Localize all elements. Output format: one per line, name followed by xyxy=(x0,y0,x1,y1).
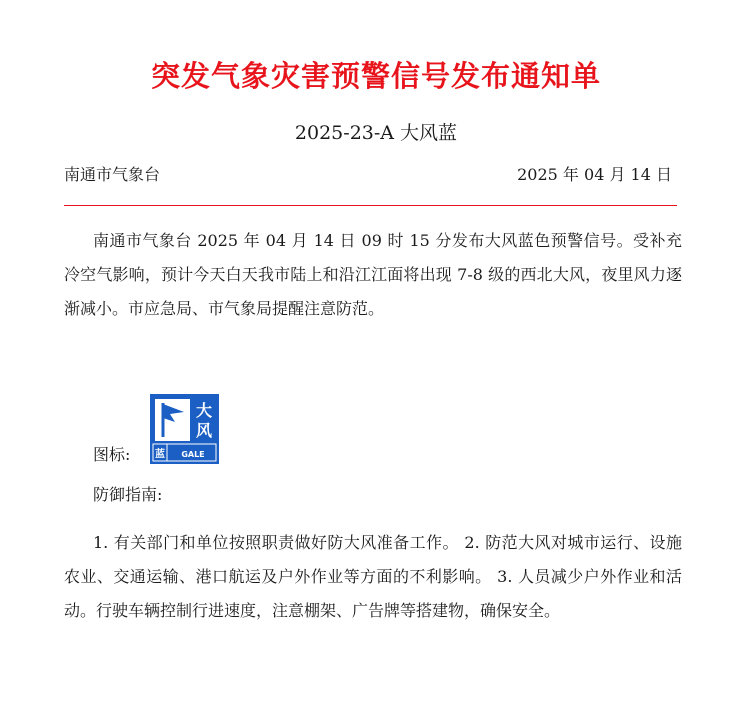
signal-char-bottom: 风 xyxy=(195,421,213,440)
header-divider xyxy=(64,205,677,206)
icon-label: 图标: xyxy=(93,445,131,464)
signal-level-char: 蓝 xyxy=(155,449,165,460)
signal-char-top: 大 xyxy=(195,401,213,420)
notice-title: 突发气象灾害预警信号发布通知单 xyxy=(150,59,601,93)
guide-body: 1. 有关部门和单位按照职责做好防大风准备工作。 2. 防范大风对城市运行、设施农业、交通运输、港口航运及户外作业等方面的不利影响。 3. 人员减少户外作业和活动。行驶车辆控制行进速度，注意棚架、广告牌等搭建物，确保安全。 xyxy=(64,533,682,620)
warning-code: 2025-23-A 大风蓝 xyxy=(294,122,458,144)
notice-body: 南通市气象台 2025 年 04 月 14 日 09 时 15 分发布大风蓝色预警信号。受补充冷空气影响，预计今天白天我市陆上和沿江江面将出现 7-8 级的西北大风，夜里风力逐渐减小。市应急局、市气象局提醒注意防范。 xyxy=(64,231,682,318)
guide-label: 防御指南: xyxy=(93,485,163,504)
issue-date: 2025 年 04 月 14 日 xyxy=(517,165,672,184)
issuer: 南通市气象台 xyxy=(64,165,161,184)
blue-gale-warning-icon xyxy=(150,394,219,464)
signal-english: GALE xyxy=(181,450,205,459)
